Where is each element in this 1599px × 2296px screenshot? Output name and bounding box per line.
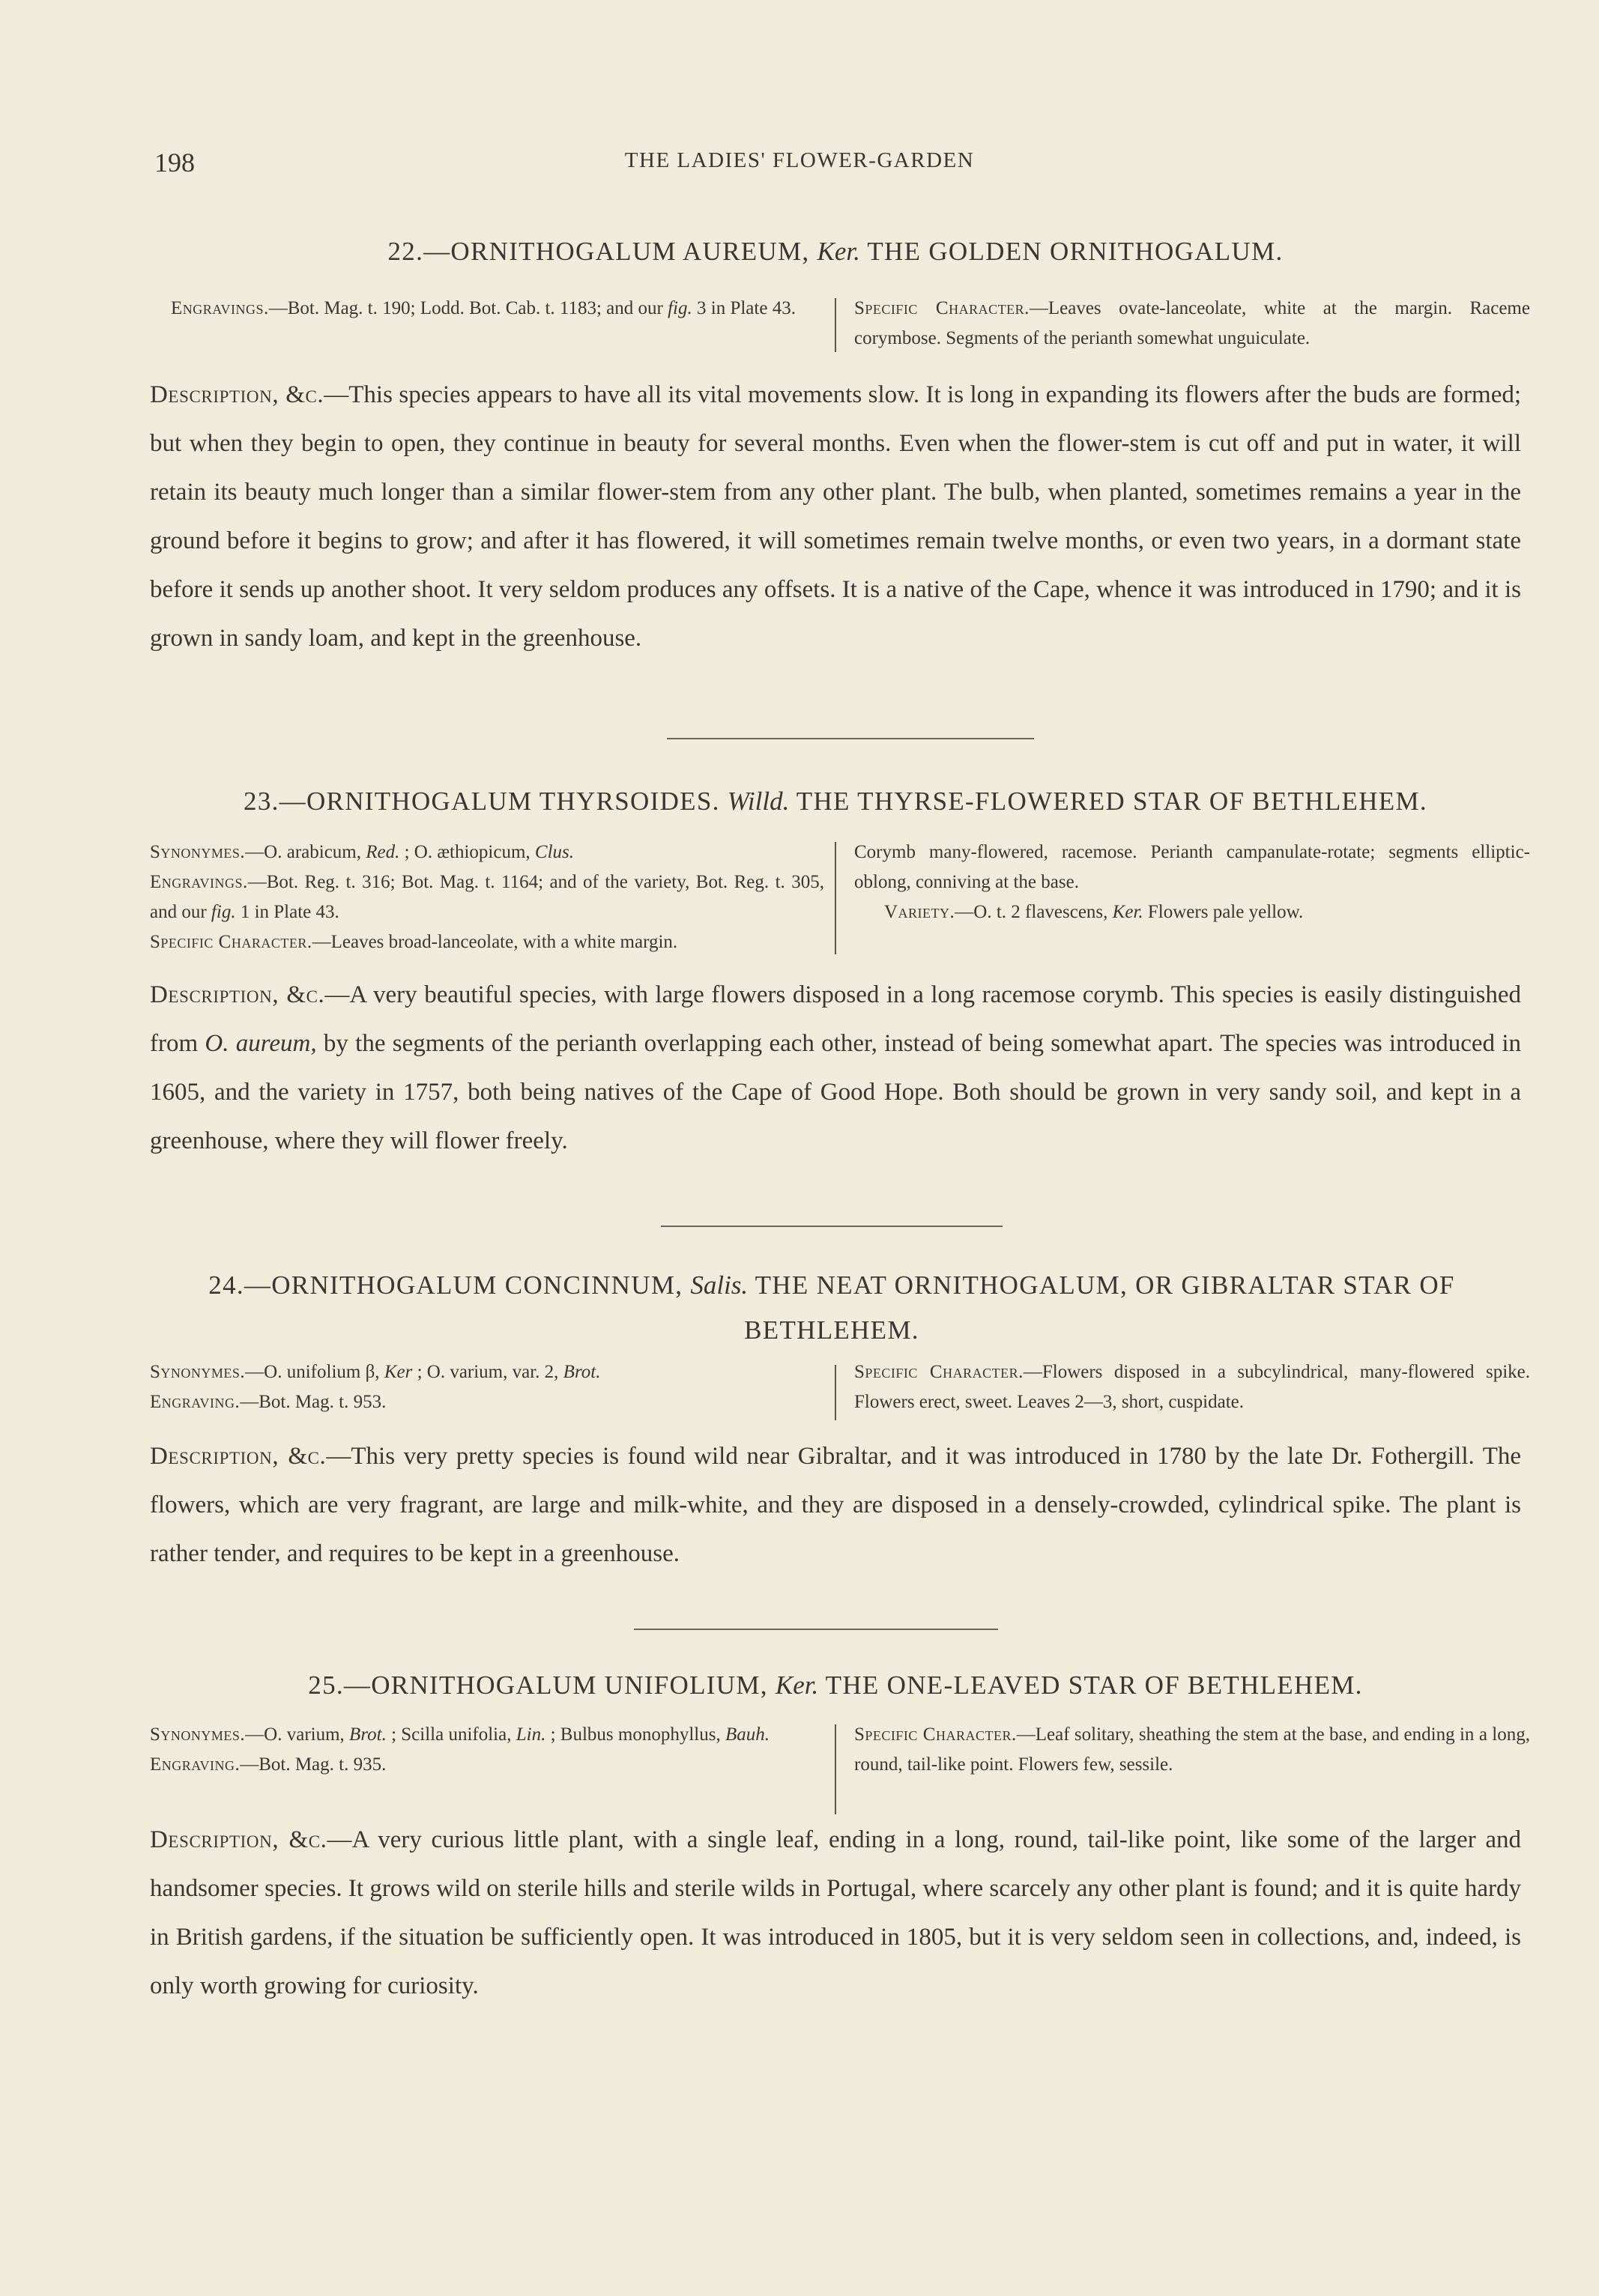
description-text: —A very beautiful species, with large flowers disposed in a long racemose corymb. This species is easily distinguished from (150, 981, 1522, 1057)
section-rule (667, 738, 1034, 739)
engravings-text: —Bot. Reg. t. 316; Bot. Mag. t. 1164; and of the variety, Bot. Reg. t. 305, and our (150, 872, 824, 922)
synonymes-label: Synonymes. (150, 1724, 246, 1745)
entry-number: 24.— (208, 1270, 272, 1300)
synonym-c-author: Bauh. (725, 1724, 770, 1745)
specific-character-text: —Leaves broad-lanceolate, with a white margin. (312, 932, 678, 952)
engravings-line (150, 867, 824, 927)
engravings-text: —Bot. Mag. t. 190; Lodd. Bot. Cab. t. 1183; and our (268, 298, 668, 318)
synonym-b: ; O. æthiopicum, (399, 842, 535, 862)
page-number: 198 (154, 148, 195, 178)
entry-number: 25.— (308, 1670, 372, 1700)
specific-character-label: Specific Character. (854, 298, 1030, 318)
synonymes-line (150, 1720, 824, 1750)
specific-character-text: —Flowers disposed in a subcylindrical, many-flowered spike. Flowers erect, sweet. Leaves 2—3, short, cuspidate. (854, 1362, 1530, 1412)
column-divider (835, 1724, 836, 1814)
entry-22-engravings (171, 294, 824, 324)
entry-25-description (150, 1816, 1521, 2011)
engravings-end: 1 in Plate 43. (235, 902, 339, 922)
synonym-b-author: Lin. (516, 1724, 546, 1745)
specific-line (150, 927, 824, 957)
synonymes-label: Synonymes. (150, 842, 246, 862)
synonymes-line (150, 1357, 824, 1387)
entry-22-specific-character (854, 294, 1530, 354)
entry-number: 22.— (387, 237, 451, 266)
entry-23-character-variety (854, 837, 1530, 927)
section-rule (634, 1629, 998, 1630)
engravings-label: Engravings. (171, 298, 269, 318)
description-text-cont: by the segments of the perianth overlapping each other, instead of being somewhat apart. The species was introduced in 1605, and the variety in 1757, both being natives of the Cape of Good Hope. Both should be grown in very sandy soil, and kept in a greenhouse, where they will flower freely. (150, 1030, 1521, 1154)
author: Willd. (727, 787, 790, 816)
synonym-b-author: Brot. (563, 1362, 601, 1382)
latin-name: ORNITHOGALUM THYRSOIDES. (306, 787, 720, 816)
specific-character-label: Specific Character. (854, 1362, 1024, 1382)
synonymes-label: Synonymes. (150, 1362, 246, 1382)
entry-24-synonymes (150, 1357, 824, 1417)
common-name: THE ONE-LEAVED STAR OF BETHLEHEM. (825, 1670, 1363, 1700)
column-divider (835, 1365, 836, 1420)
synonym-b: ; Scilla unifolia, (386, 1724, 516, 1745)
latin-name: ORNITHOGALUM AUREUM, (450, 237, 810, 266)
author: Ker. (817, 237, 860, 266)
section-rule (661, 1226, 1003, 1227)
entry-25-synonymes (150, 1720, 824, 1780)
fig-ref: fig. (211, 902, 236, 922)
variety-label: Variety. (884, 902, 955, 922)
species-ref: O. aureum, (205, 1030, 317, 1057)
variety-author: Ker. (1112, 902, 1143, 922)
column-divider (835, 298, 836, 352)
synonym-a-author: Red. (366, 842, 400, 862)
author: Ker. (775, 1670, 819, 1700)
synonym-a-author: Brot. (349, 1724, 387, 1745)
latin-name: ORNITHOGALUM CONCINNUM, (271, 1270, 683, 1300)
fig-ref: fig. (668, 298, 692, 318)
latin-name: ORNITHOGALUM UNIFOLIUM, (371, 1670, 768, 1700)
synonym-a-author: Ker (384, 1362, 413, 1382)
character-text: Corymb many-flowered, racemose. Perianth campanulate-rotate; segments elliptic-oblong, conniving at the base. (854, 842, 1530, 892)
entry-25-specific-character (854, 1720, 1530, 1780)
engraving-line (150, 1387, 824, 1417)
description-text: —This very pretty species is found wild near Gibraltar, and it was introduced in 1780 by the late Dr. Fothergill. The flowers, which are very fragrant, are large and milk-white, and they are disposed in a densely-crowded, cylindrical spike. The plant is rather tender, and requires to be kept in a greenhouse. (150, 1443, 1521, 1567)
common-name: THE GOLDEN ORNITHOGALUM. (867, 237, 1284, 266)
running-head: THE LADIES' FLOWER-GARDEN (624, 148, 975, 172)
synonym-b-author: Clus. (534, 842, 575, 862)
specific-character-label: Specific Character. (854, 1724, 1017, 1745)
column-divider (835, 842, 836, 954)
common-name: THE NEAT ORNITHOGALUM, OR GIBRALTAR STAR OF BETHLEHEM. (744, 1270, 1455, 1345)
specific-character-label: Specific Character. (150, 932, 312, 952)
description-text: —A very curious little plant, with a single leaf, ending in a long, round, tail-like point, like some of the larger and handsomer species. It grows wild on sterile hills and sterile wilds in Portugal, where scarcely any other plant is found; and it is quite hardy in British gardens, if the situation be sufficiently open. It was introduced in 1805, but it is very seldom seen in collections, and, indeed, is only worth growing for curiosity. (150, 1826, 1521, 1999)
description-label: Description, &c. (150, 1826, 327, 1853)
entry-25-title (150, 1663, 1521, 1708)
description-label: Description, &c. (150, 381, 324, 408)
synonymes-line (150, 837, 824, 867)
synonym-c: ; Bulbus monophyllus, (545, 1724, 725, 1745)
variety-end: Flowers pale yellow. (1143, 902, 1304, 922)
common-name: THE THYRSE-FLOWERED STAR OF BETHLEHEM. (796, 787, 1427, 816)
synonym-a: —O. arabicum, (245, 842, 366, 862)
entry-22-title (150, 229, 1521, 274)
synonym-b: ; O. varium, var. 2, (412, 1362, 563, 1382)
specific-character-text: —Leaves ovate-lanceolate, white at the margin. Raceme corymbose. Segments of the perianth somewhat unguiculate. (854, 298, 1530, 348)
entry-24-description (150, 1432, 1521, 1578)
entry-23-synonymes (150, 837, 824, 957)
engraving-text: —Bot. Mag. t. 953. (240, 1392, 387, 1412)
engraving-label: Engraving. (150, 1392, 241, 1412)
entry-24-specific-character (854, 1357, 1530, 1417)
engravings-label: Engravings. (150, 872, 248, 892)
description-label: Description, &c. (150, 981, 325, 1008)
engravings-end: 3 in Plate 43. (692, 298, 796, 318)
author: Salis. (690, 1270, 749, 1300)
engraving-text: —Bot. Mag. t. 935. (240, 1754, 387, 1775)
specific-character-text: —Leaf solitary, sheathing the stem at the base, and ending in a long, round, tail-like point. Flowers few, sessile. (854, 1724, 1531, 1775)
entry-23-title (150, 779, 1521, 824)
entry-23-description (150, 971, 1521, 1166)
synonym-a: —O. unifolium β, (245, 1362, 384, 1382)
variety-text: —O. t. 2 flavescens, (955, 902, 1113, 922)
entry-22-description (150, 371, 1521, 663)
description-text: —This species appears to have all its vital movements slow. It is long in expanding its flowers after the buds are formed; but when they begin to open, they continue in beauty for several months. Even when the flower-stem is cut off and put in water, it will retain its beauty much longer than a similar flower-stem from any other plant. The bulb, when planted, sometimes remains a year in the ground before it begins to grow; and after it has flowered, it will sometimes remain twelve months, or even two years, in a dormant state before it sends up another shoot. It very seldom produces any offsets. It is a native of the Cape, whence it was introduced in 1790; and it is grown in sandy loam, and kept in the greenhouse. (150, 381, 1522, 652)
engraving-line (150, 1750, 824, 1780)
synonym-a: —O. varium, (245, 1724, 350, 1745)
description-label: Description, &c. (150, 1443, 327, 1470)
variety-line (854, 897, 1530, 927)
entry-24-title (172, 1263, 1491, 1353)
engraving-label: Engraving. (150, 1754, 241, 1775)
entry-number: 23.— (244, 787, 306, 816)
